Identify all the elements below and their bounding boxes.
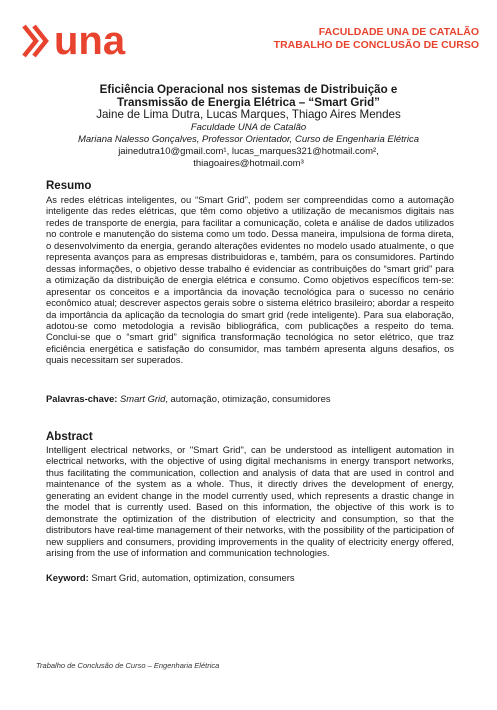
author-emails xyxy=(0,146,497,169)
abstract-keywords xyxy=(46,572,454,584)
resumo-keywords-label: Palavras-chave: xyxy=(46,393,118,404)
affiliation: Faculdade UNA de Catalão xyxy=(190,122,307,133)
una-logo-graphic xyxy=(22,20,197,62)
paper-title-line-2: Transmissão de Energia Elétrica – “Smart Grid” xyxy=(117,96,380,109)
institution-header xyxy=(274,26,479,52)
paper-title xyxy=(0,83,497,109)
resumo-keywords-list: , automação, otimização, consumidores xyxy=(165,393,331,404)
author-affiliation xyxy=(0,122,497,146)
resumo-heading: Resumo xyxy=(46,180,92,192)
abstract-heading: Abstract xyxy=(46,431,93,443)
paper-authors: Jaine de Lima Dutra, Lucas Marques, Thiago Aires Mendes xyxy=(96,108,401,121)
institution-name: FACULDADE UNA DE CATALÃO xyxy=(318,26,479,38)
advisor-line: Mariana Nalesso Gonçalves, Professor Orientador, Curso de Engenharia Elétrica xyxy=(77,134,420,145)
emails-line-1: jainedutra10@gmail.com¹, lucas_marques321@hotmail.com², xyxy=(118,146,379,157)
page-footer: Trabalho de Conclusão de Curso – Engenharia Elétrica xyxy=(36,661,220,670)
una-logo xyxy=(22,20,197,62)
abstract-keywords-list: Smart Grid, automation, optimization, consumers xyxy=(88,572,295,583)
resumo-text: As redes elétricas inteligentes, ou “Smart Grid”, podem ser compreendidas como a automação inteligente das redes elétricas, que têm como objetivo a utilização de mecanismos digitais nas redes de transporte de energia, para facilitar a comunicação, coleta e análise de dados utilizados no controle e manutenção do sistema como um todo. Dessa maneira, impulsiona de forma direta, o desenvolvimento da energia, gerando alterações evidentes no modelo usado atualmente, o que representa avanços para as empresas distribuidoras e, também, para os consumidores. Partindo dessas informações, o objetivo desse trabalho é evidenciar as contribuições do “smart grid” para a otimização da distribuição de energia elétrica e consumo. Como objetivos específicos tem-se: apresentar os conceitos e a importância da inovação tecnológica para o sucesso no cenário econômico atual; descrever aspectos gerais sobre o sistema elétrico brasileiro; abordar a respeito da importância da aplicação da tecnologia do smart grid (rede inteligente). Para sua elaboração, adotou-se como metodologia a revisão bibliográfica, com publicações a respeito do tema. Conclui-se que o “smart grid” significa transformação tecnológica no setor elétrico, que traz eficiência energética e satisfação do consumidor, mas também apresenta alguns desafios, os quais necessitam ser superados. xyxy=(46,194,454,366)
paper-title-line-1: Eficiência Operacional nos sistemas de Distribuição e xyxy=(99,83,398,96)
emails-line-2: thiagoaires@hotmail.com³ xyxy=(193,157,304,169)
resumo-keywords xyxy=(46,393,454,405)
una-logo-text: una xyxy=(54,20,126,62)
resumo-keyword-smart-grid: Smart Grid xyxy=(120,393,166,404)
abstract-text: Intelligent electrical networks, or "Smart Grid", can be understood as intelligent automation in electrical networks, with the objective of using digital mechanisms in energy transport networks, thus facilitating the communication, collection and analysis of data that are used in control and maintenance of the system as a whole. Thus, it directly drives the development of energy, generating an evident change in the model currently used, which represents a drastic change in the model that is currently used. Based on this information, the objective of this work is to demonstrate the optimization of the distribution of electricity and consumption, so that the distributors have real-time management of their networks, with the possibility of the participation of new suppliers and consumers, providing improvements in the quality of electricity energy offered, arising from the use of information and communication technologies. xyxy=(46,444,454,559)
document-type: TRABALHO DE CONCLUSÃO DE CURSO xyxy=(273,39,479,51)
abstract-keywords-label: Keyword: xyxy=(46,572,89,583)
